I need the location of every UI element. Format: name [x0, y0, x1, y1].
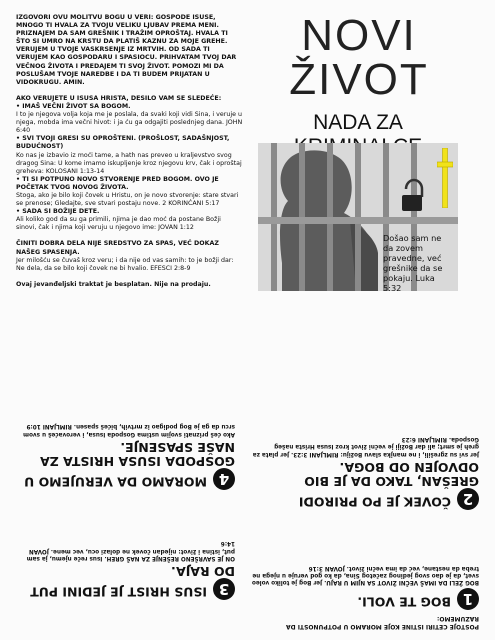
step-4-title: MORAMO DA VERUJEMO U GOSPODA ISUSA HRISTA ZA NAŠE SPASENJE.: [24, 439, 235, 490]
works-section: [16, 240, 243, 272]
step-4-number: 4: [213, 468, 235, 490]
benefit-1-heading: • IMAŠ VEČNI ŽIVOT SA BOGOM.: [16, 102, 131, 110]
works-heading: ČINITI DOBRA DELA NIJE SREDSTVO ZA SPAS, VEĆ DOKAZ NAŠEG SPASENJA.: [16, 240, 219, 256]
step-3: [15, 539, 235, 600]
step-1-text: BOG ŽELI DA IMAŠ VEČNI ŽIVOT SA NJIM U RAJU. Jer Bog je toliko voleo svet, da je dao svog jedinog začetog Sina, da ko god veruje u njega ne treba da nestane, već da ima večni život. JOVAN 3:16: [251, 564, 479, 585]
step-2: [251, 435, 479, 510]
luke-verse: Došao sam ne da zovem pravedne, već grešnike da se pokaju. Luka 5:32: [383, 233, 443, 293]
believe-heading: AKO VERUJETE U ISUSA HRISTA, DESILO VAM SE SLEDEĆE:: [16, 94, 222, 102]
step-3-title: ISUS HRIST JE JEDINI PUT DO RAJA.: [30, 564, 235, 600]
benefit-2-heading: • SVI TVOJI GRESI SU OPROŠTENI. (PROŠLOST, SADAŠNJOST, BUDUĆNOST): [16, 135, 230, 151]
four-truths-panel: [0, 322, 495, 640]
step-4: [15, 422, 235, 490]
cross-icon: [437, 148, 453, 208]
step-2-text: Jer svi su zgrešili, i ne manjka slavu Božiju: RIMLJANI 3:23. Jer plata za greh je smrt; ali dar Božiji je večni život kroz Isusa Hrista našeg Gospoda. RIMLJANI 6:23: [252, 436, 479, 457]
works-text: Jer milošću se čuvaš kroz veru; i da nije od vas samih: to je božji dar: Ne dela, da se bilo koji čovek ne bi hvalio. EFESCI 2:8-9: [16, 256, 234, 272]
step-1-title: BOG TE VOLI.: [357, 594, 451, 610]
step-4-text: Ako ćeš priznati svojim ustima Gospoda Isusa, i verovaćeš u svom srcu da ga je Bog podigao iz mrtvih, bićeš spasen. RIMLJANI 10:9: [23, 423, 235, 437]
benefit-3-text: Stoga, ako je bilo koji čovek u Hristu, on je novo stvorenje: stare stvari se prenose; Gledajte, sve stvari postaju nove. 2 KORINĆANI 5:17: [16, 191, 239, 208]
benefit-3-heading: • TI SI POTPUNO NOVO STVORENJE PRED BOGOM. OVO JE POČETAK TVOG NOVOG ŽIVOTA.: [16, 175, 219, 191]
padlock-icon: [402, 195, 422, 211]
step-3-number: 3: [213, 578, 235, 600]
benefit-4-heading: • SADA SI BOŽIJE DETE.: [16, 208, 100, 216]
benefit-1-text: I to je njegova volja koja me je poslala, da svaki koji vidi Sina, i veruje u njega, mobda ima večni hivot: i ja ću ga odgajiti poslednjeg dana. JOHN 6:40: [16, 111, 243, 135]
benefit-2-text: Ko nas je izbavio iz moći tame, a hath nas preveo u kraljevstvo svog dragog Sina: U kome imamo iskupljenje kroz njegovu krv, čak i oproštaj greheva: KOLOSANI 1:13-14: [16, 151, 242, 175]
step-2-title: ČOVEK JE PO PRIRODI GREŠAN, TAKO DA JE BIO ODVOJEN OD BOGA.: [298, 459, 479, 510]
prayer-intro: IZGOVORI OVU MOLITVU BOGU U VERI: GOSPODE ISUSE, MNOGO TI HVALA ZA TVOJU VELIKU LJUBAV PREMA MENI. PRIZNAJEM DA SAM GREŠNIK I TRAŽIM OPROŠTAJ. HVALA TI ŠTO SI UMRO NA KRSTU DA PLATIŠ KAZNU ZA MOJE GREHE. VERUJEM U TVOJE VASKRSENJE IZ MRTVIH. OD SADA TI VERUJEM KAO GOSPODARU I SPASIOCU. PRIHVATAM TVOJ DAR VEČNOG ŽIVOTA I PREDAJEM TI SVOJ ŽIVOT. POMOZI MI DA POSLUŠAM TVOJE NAREDBE I DA TI BUDEM PRIJATAN U VIDOKRUGU. AMIN.: [16, 14, 237, 86]
step-2-number: 2: [457, 488, 479, 510]
prayer-column: [16, 14, 243, 297]
step-1: [251, 563, 479, 610]
title-line-2: ŽIVOT: [289, 55, 429, 104]
title-line-1: NOVI: [301, 11, 417, 60]
free-notice: Ovaj jevanđeljski traktat je besplatan. Nije na prodaju.: [16, 280, 211, 288]
step-1-number: 1: [457, 588, 479, 610]
truths-header: POSTOJE ČETIRI ISTINE KOJE MORAMO U POTPUNOSTI DA RAZUMEMO:: [286, 615, 479, 630]
believe-section: [16, 95, 243, 233]
benefit-4-text: Ali koliko god da su ga primili, njima je dao moć da postane Božji sinovi, čak i njima koji veruju u njegovo ime: JOVAN 1:12: [16, 216, 221, 232]
subtitle: NADA ZA: [313, 111, 403, 134]
step-3-text: ON JE SAVRŠENO REŠENJE ZA NAŠ GREH. Isus reče njemu, ja sam put, istina i život: nijedan čovek ne dolazi ocu, vec mene. JOVAN 14:6: [26, 540, 235, 561]
